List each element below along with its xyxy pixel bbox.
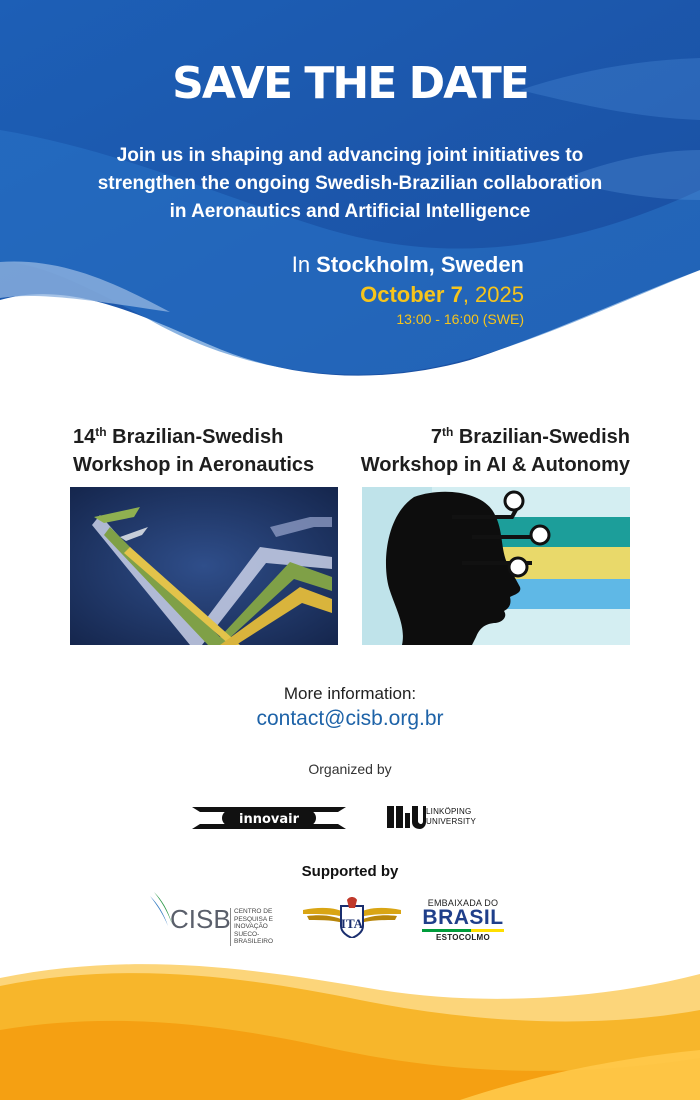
innovair-logo: [192, 804, 346, 832]
workshop-ordinal-suffix: th: [95, 425, 107, 439]
location-city: Stockholm, Sweden: [316, 252, 524, 277]
intro-line: Join us in shaping and advancing joint initiatives to: [116, 145, 584, 166]
ai-head-graphic: [362, 487, 630, 645]
supported-by-label: Supported by: [301, 863, 399, 880]
workshop-ordinal-suffix: th: [441, 425, 454, 439]
event-date: [360, 282, 524, 308]
cisb-wordmark: CISB: [170, 904, 231, 934]
liu-line: UNIVERSITY: [426, 817, 477, 826]
workshop-aeronautics-title: [73, 418, 314, 479]
intro-line: in Aeronautics and Artificial Intelligence: [169, 201, 531, 222]
embaixada-city: ESTOCOLMO: [435, 933, 491, 942]
innovair-wordmark: innovair: [238, 812, 300, 827]
ita-wordmark: ITA: [340, 916, 364, 931]
location-prefix: In: [291, 252, 317, 277]
aeronautics-graphic: [70, 487, 338, 645]
intro-text: [70, 142, 630, 226]
workshop-line2: Workshop in Aeronautics: [73, 454, 315, 476]
event-time: 13:00 - 16:00 (SWE): [396, 311, 524, 327]
workshop-ordinal: 14: [73, 426, 96, 448]
liu-line: LINKÖPING: [426, 807, 472, 816]
intro-line: strengthen the ongoing Swedish-Brazilian collaboration: [97, 173, 603, 194]
organized-by-label: Organized by: [308, 761, 392, 777]
workshop-ai-title: [361, 418, 630, 479]
cisb-sub-line: PESQUISA E INOVAÇÃO: [234, 915, 274, 930]
workshop-ordinal: 7: [430, 426, 442, 448]
date-year: , 2025: [462, 282, 524, 307]
more-information-label: More information:: [283, 684, 417, 703]
liu-mark-icon: [386, 803, 426, 831]
workshop-line1: Brazilian-Swedish: [106, 426, 284, 448]
workshop-line2: Workshop in AI & Autonomy: [360, 454, 630, 476]
page-title: SAVE THE DATE: [172, 58, 528, 109]
cisb-sub-line: CENTRO DE: [234, 908, 273, 915]
date-day: October 7: [360, 282, 463, 307]
workshop-line1: Brazilian-Swedish: [453, 426, 630, 448]
contact-email-link[interactable]: contact@cisb.org.br: [256, 707, 444, 730]
footer-wave-background: [0, 930, 700, 1100]
cisb-sub-line: SUECO-BRASILEIRO: [234, 930, 274, 945]
liu-text: [426, 807, 476, 827]
embaixada-country: BRASIL: [422, 906, 504, 929]
embaixada-top: EMBAIXADA DO: [427, 898, 499, 908]
linkoping-university-logo: [386, 803, 486, 831]
event-location: [292, 252, 524, 278]
